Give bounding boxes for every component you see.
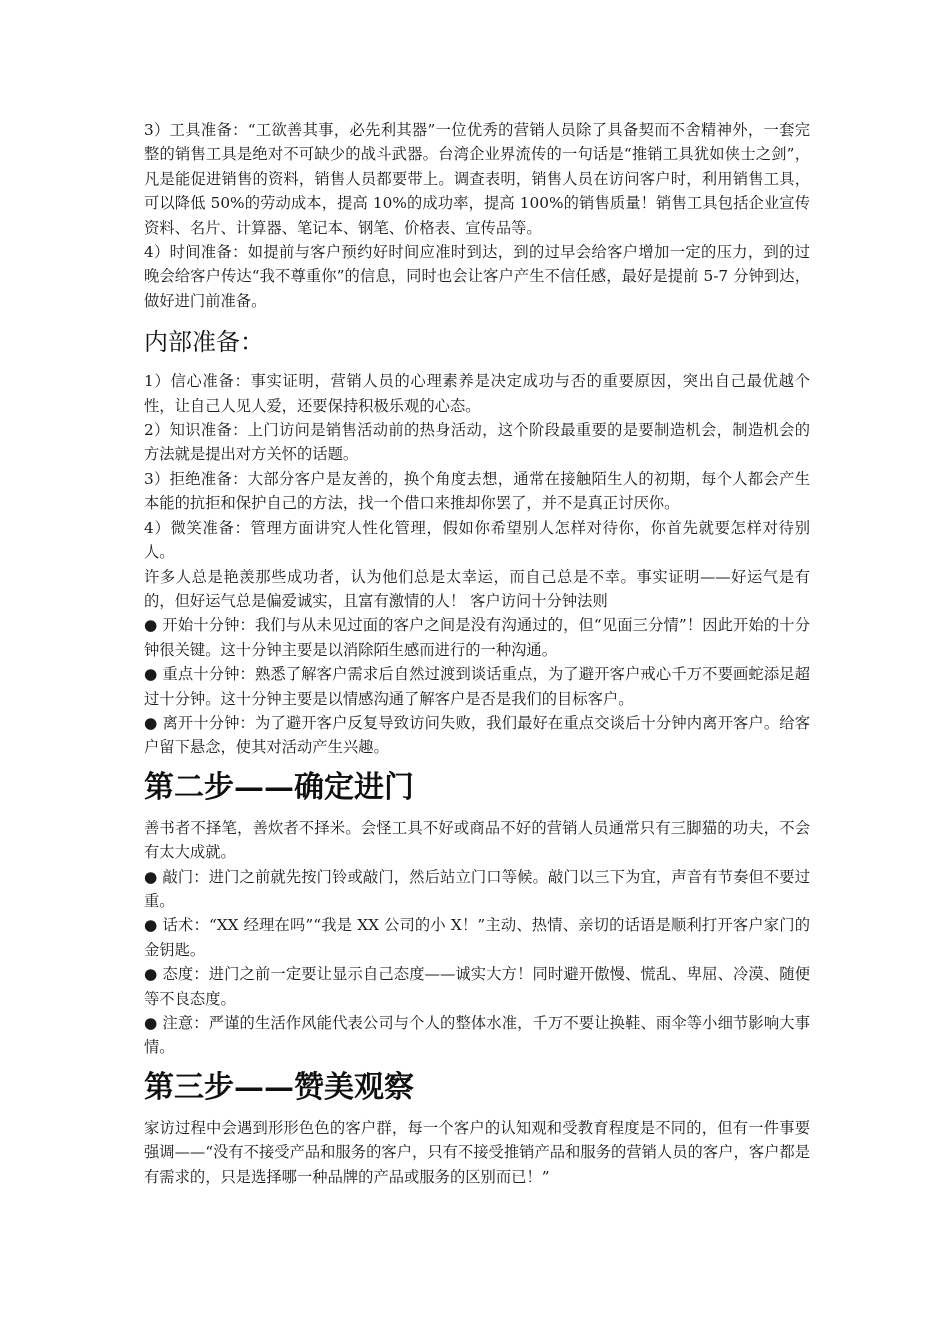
luck-paragraph: 许多人总是艳羡那些成功者，认为他们总是太幸运，而自己总是不幸。事实证明——好运气是有的，但好运气总是偏爱诚实，且富有激情的人！ 客户访问十分钟法则: [144, 567, 810, 610]
attitude-item: ● 态度：进门之前一定要让显示自己态度——诚实大方！同时避开傲慢、慌乱、卑屈、冷漠、随便等不良态度。: [144, 965, 810, 1008]
notice-item: ● 注意：严谨的生活作风能代表公司与个人的整体水准，千万不要让换鞋、雨伞等小细节影响大事情。: [144, 1014, 810, 1057]
document-page: [144, 118, 810, 1189]
confidence-preparation-paragraph: 1）信心准备：事实证明，营销人员的心理素养是决定成功与否的重要原因，突出自己最优越个性，让自己人见人爱，还要保持积极乐观的心态。: [144, 372, 810, 415]
step-three-heading: 第三步——赞美观察: [144, 1069, 414, 1105]
rejection-preparation-paragraph: 3）拒绝准备：大部分客户是友善的，换个角度去想，通常在接触陌生人的初期，每个人都会产生本能的抗拒和保护自己的方法，找一个借口来推却你罢了，并不是真正讨厌你。: [144, 469, 810, 513]
step-two-heading: 第二步——确定进门: [144, 769, 414, 805]
start-ten-minutes-item: ● 开始十分钟：我们与从未见过面的客户之间是没有沟通过的，但“见面三分情”！因此开始的十分钟很关键。这十分钟主要是以消除陌生感而进行的一种沟通。: [144, 616, 810, 659]
step-two-intro-paragraph: 善书者不择笔，善炊者不择米。会怪工具不好或商品不好的营销人员通常只有三脚猫的功夫，不会有太大成就。: [144, 818, 810, 862]
knowledge-preparation-paragraph: 2）知识准备：上门访问是销售活动前的热身活动，这个阶段最重要的是要制造机会，制造机会的方法就是提出对方关怀的话题。: [144, 421, 810, 464]
time-preparation-paragraph: 4）时间准备：如提前与客户预约好时间应准时到达，到的过早会给客户增加一定的压力，到的过晚会给客户传达“我不尊重你”的信息，同时也会让客户产生不信任感，最好是提前 5-7 分钟到达，做好进门前准备。: [144, 243, 810, 310]
step-three-intro-paragraph: 家访过程中会遇到形形色色的客户群，每一个客户的认知观和受教育程度是不同的，但有一件事要强调——“没有不接受产品和服务的客户，只有不接受推销产品和服务的营销人员的客户，客户都是有需求的，只是选择哪一种品牌的产品或服务的区别而已！”: [144, 1118, 810, 1186]
internal-preparation-heading: 内部准备：: [144, 328, 264, 357]
knock-item: ● 敲门：进门之前就先按门铃或敲门，然后站立门口等候。敲门以三下为宜，声音有节奏但不要过重。: [144, 867, 810, 910]
leave-ten-minutes-item: ● 离开十分钟：为了避开客户反复导致访问失败，我们最好在重点交谈后十分钟内离开客户。给客户留下悬念，使其对活动产生兴趣。: [144, 713, 810, 757]
smile-preparation-paragraph: 4）微笑准备：管理方面讲究人性化管理，假如你希望别人怎样对待你，你首先就要怎样对待别人。: [144, 518, 810, 562]
speech-item: ● 话术：“XX 经理在吗”“我是 XX 公司的小 X！”主动、热情、亲切的话语是顺利打开客户家门的金钥匙。: [144, 916, 810, 959]
focus-ten-minutes-item: ● 重点十分钟：熟悉了解客户需求后自然过渡到谈话重点，为了避开客户戒心千万不要画蛇添足超过十分钟。这十分钟主要是以情感沟通了解客户是否是我们的目标客户。: [144, 665, 810, 708]
tool-preparation-paragraph: 3）工具准备：“工欲善其事，必先利其器”一位优秀的营销人员除了具备契而不舍精神外，一套完整的销售工具是绝对不可缺少的战斗武器。台湾企业界流传的一句话是“推销工具犹如侠士之剑”，凡是能促进销售的资料，销售人员都要带上。调查表明，销售人员在访问客户时，利用销售工具，可以降低 50%的劳动成本，提高 10%的成功率，提高 100%的销售质量！销售工具包括企业宣传资料、名片、计算器、笔记本、钢笔、价格表、宣传品等。: [144, 121, 810, 237]
